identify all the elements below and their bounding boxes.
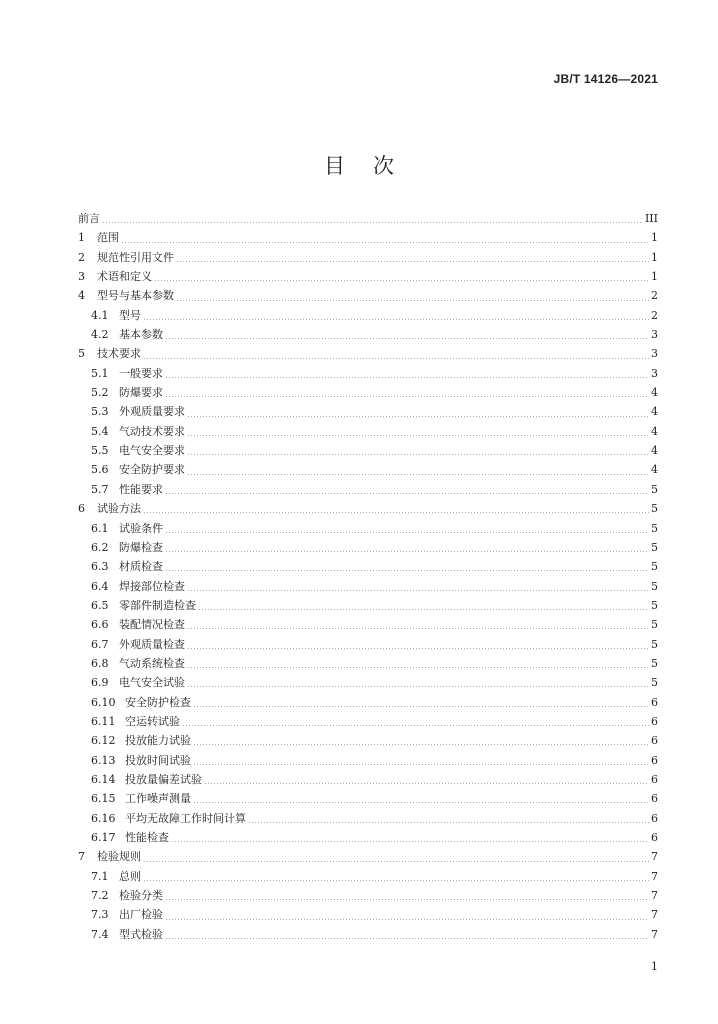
toc-entry[interactable] <box>78 228 658 247</box>
toc-entry-title: 工作噪声测量 <box>125 792 191 806</box>
toc-entry-page: 7 <box>651 927 658 941</box>
toc-entry-title: 试验方法 <box>97 502 141 516</box>
toc-entry-page: 6 <box>651 734 658 748</box>
toc-leader-dots <box>198 609 649 610</box>
toc-entry-page: 3 <box>651 328 658 342</box>
toc-entry-page: 5 <box>651 521 658 535</box>
toc-leader-dots <box>204 783 649 784</box>
toc-entry[interactable] <box>78 480 658 499</box>
toc-entry-number: 6.5 <box>91 598 109 612</box>
toc-leader-dots <box>143 358 649 359</box>
toc-leader-dots <box>165 396 649 397</box>
toc-entry-title: 基本参数 <box>119 328 163 342</box>
toc-leader-dots <box>143 319 649 320</box>
toc-entry-number: 3 <box>78 270 85 284</box>
toc-entry-number: 6.8 <box>91 656 109 670</box>
toc-entry[interactable] <box>78 248 658 267</box>
toc-leader-dots <box>154 280 649 281</box>
toc-entry[interactable] <box>78 267 658 286</box>
toc-entry-title: 外观质量检查 <box>119 637 185 651</box>
toc-leader-dots <box>165 377 649 378</box>
toc-entry[interactable] <box>78 635 658 654</box>
toc-entry-page: 6 <box>651 695 658 709</box>
toc-entry-number: 6.11 <box>91 714 116 728</box>
toc-entry-title: 零部件制造检查 <box>119 598 196 612</box>
toc-entry-page: 5 <box>651 560 658 574</box>
toc-entry-number: 6.16 <box>91 811 116 825</box>
toc-entry-number: 4.1 <box>91 308 109 322</box>
toc-entry-title: 投放时间试验 <box>125 753 191 767</box>
toc-entry[interactable] <box>78 499 658 518</box>
toc-entry-page: 3 <box>651 347 658 361</box>
toc-entry[interactable] <box>78 654 658 673</box>
toc-entry[interactable] <box>78 422 658 441</box>
toc-entry-page: 2 <box>651 308 658 322</box>
toc-entry-number: 7.4 <box>91 927 109 941</box>
toc-entry-title: 型式检验 <box>119 927 163 941</box>
toc-entry-title: 装配情况检查 <box>119 618 185 632</box>
toc-leader-dots <box>187 590 649 591</box>
toc-entry-number: 5.6 <box>91 463 109 477</box>
toc-entry[interactable] <box>78 731 658 750</box>
toc-entry[interactable] <box>78 886 658 905</box>
toc-entry-page: 7 <box>651 889 658 903</box>
toc-entry[interactable] <box>78 847 658 866</box>
toc-entry-title: 总则 <box>119 869 141 883</box>
toc-entry[interactable] <box>78 383 658 402</box>
toc-entry[interactable] <box>78 557 658 576</box>
toc-leader-dots <box>165 338 649 339</box>
toc-entry-number: 6 <box>78 502 85 516</box>
toc-leader-dots <box>102 222 643 223</box>
toc-entry[interactable] <box>78 867 658 886</box>
toc-entry[interactable] <box>78 925 658 944</box>
toc-leader-dots <box>171 841 649 842</box>
toc-entry-number: 6.12 <box>91 734 116 748</box>
toc-leader-dots <box>121 242 649 243</box>
toc-entry-title: 前言 <box>78 212 100 225</box>
toc-entry-number: 6.10 <box>91 695 116 709</box>
toc-entry-number: 7.1 <box>91 869 109 883</box>
toc-entry-page: 4 <box>651 444 658 458</box>
toc-entry-number: 5.4 <box>91 424 109 438</box>
toc-entry-page: 6 <box>651 714 658 728</box>
toc-leader-dots <box>187 648 649 649</box>
toc-entry[interactable] <box>78 693 658 712</box>
toc-entry-number: 5.3 <box>91 405 109 419</box>
toc-entry[interactable] <box>78 286 658 305</box>
toc-entry-title: 检验分类 <box>119 889 163 903</box>
toc-entry[interactable] <box>78 673 658 692</box>
toc-entry-number: 5 <box>78 347 85 361</box>
toc-entry[interactable] <box>78 344 658 363</box>
toc-entry-title: 电气安全试验 <box>119 676 185 690</box>
toc-entry-page: 6 <box>651 831 658 844</box>
toc-entry[interactable] <box>78 306 658 325</box>
toc-entry-number: 6.15 <box>91 792 116 806</box>
toc-leader-dots <box>193 802 649 803</box>
toc-leader-dots <box>165 919 649 920</box>
toc-entry-number: 6.4 <box>91 579 109 593</box>
toc-entry-page: 5 <box>651 540 658 554</box>
toc-leader-dots <box>193 706 649 707</box>
toc-entry-title: 气动技术要求 <box>119 424 185 438</box>
toc-entry-title: 投放量偏差试验 <box>125 772 202 786</box>
toc-entry[interactable] <box>78 712 658 731</box>
toc-entry-number: 5.1 <box>91 366 109 380</box>
toc-entry-title: 空运转试验 <box>125 714 180 728</box>
toc-entry-title: 防爆要求 <box>119 386 163 400</box>
toc-entry-number: 6.14 <box>91 772 116 786</box>
toc-entry-number: 6.6 <box>91 618 109 632</box>
toc-leader-dots <box>187 686 649 687</box>
toc-entry[interactable] <box>78 615 658 634</box>
toc-entry-page: 2 <box>651 289 658 303</box>
toc-entry-title: 外观质量要求 <box>119 405 185 419</box>
toc-leader-dots <box>187 416 649 417</box>
table-of-contents <box>78 209 658 944</box>
toc-entry-title: 电气安全要求 <box>119 444 185 458</box>
toc-entry-title: 安全防护要求 <box>119 463 185 477</box>
toc-entry-number: 7 <box>78 850 85 864</box>
toc-entry[interactable] <box>78 751 658 770</box>
toc-leader-dots <box>187 435 649 436</box>
toc-entry-page: 5 <box>651 502 658 516</box>
toc-entry-number: 6.3 <box>91 560 109 574</box>
toc-entry-title: 型号 <box>119 308 141 322</box>
toc-entry[interactable] <box>78 402 658 421</box>
toc-entry[interactable] <box>78 325 658 344</box>
toc-leader-dots <box>193 764 649 765</box>
toc-entry-number: 6.13 <box>91 753 116 767</box>
toc-entry-number: 1 <box>78 231 85 245</box>
toc-entry-number: 6.17 <box>91 831 116 844</box>
toc-entry-number: 5.5 <box>91 444 109 458</box>
toc-entry[interactable] <box>78 596 658 615</box>
toc-entry-page: 1 <box>651 270 658 284</box>
toc-entry-title: 防爆检查 <box>119 540 163 554</box>
toc-entry-page: 7 <box>651 850 658 864</box>
toc-leader-dots <box>187 454 649 455</box>
toc-entry-title: 一般要求 <box>119 366 163 380</box>
toc-entry-page: 7 <box>651 869 658 883</box>
toc-entry-page: 3 <box>651 366 658 380</box>
toc-leader-dots <box>143 861 649 862</box>
toc-entry[interactable] <box>78 364 658 383</box>
toc-entry-page: 4 <box>651 405 658 419</box>
toc-entry[interactable] <box>78 789 658 808</box>
toc-leader-dots <box>176 300 649 301</box>
toc-entry-number: 6.7 <box>91 637 109 651</box>
toc-entry-number: 5.2 <box>91 386 109 400</box>
toc-entry-number: 5.7 <box>91 482 109 496</box>
document-code: JB/T 14126—2021 <box>553 72 658 86</box>
toc-entry-page: 5 <box>651 656 658 670</box>
toc-leader-dots <box>165 532 649 533</box>
toc-entry[interactable] <box>78 809 658 828</box>
toc-entry[interactable] <box>78 538 658 557</box>
toc-leader-dots <box>165 570 649 571</box>
toc-leader-dots <box>193 744 649 745</box>
toc-entry-page: 7 <box>651 908 658 922</box>
toc-entry-number: 2 <box>78 250 85 264</box>
toc-entry-page: 6 <box>651 753 658 767</box>
toc-entry[interactable] <box>78 441 658 460</box>
toc-leader-dots <box>143 512 649 513</box>
toc-entry-title: 焊接部位检查 <box>119 579 185 593</box>
toc-entry[interactable] <box>78 460 658 479</box>
toc-entry-page: 5 <box>651 598 658 612</box>
page-number: 1 <box>651 960 658 973</box>
toc-entry-title: 范围 <box>97 231 119 245</box>
toc-leader-dots <box>165 551 649 552</box>
toc-entry-title: 气动系统检查 <box>119 656 185 670</box>
toc-entry-number: 6.2 <box>91 540 109 554</box>
toc-entry-number: 4 <box>78 289 85 303</box>
toc-leader-dots <box>143 880 649 881</box>
toc-entry-number: 7.3 <box>91 908 109 922</box>
toc-entry-title: 性能要求 <box>119 482 163 496</box>
toc-entry[interactable] <box>78 905 658 924</box>
toc-entry-page: 4 <box>651 386 658 400</box>
toc-entry-title: 材质检查 <box>119 560 163 574</box>
toc-entry-title: 型号与基本参数 <box>97 289 174 303</box>
toc-entry-page: 1 <box>651 250 658 264</box>
toc-entry-title: 投放能力试验 <box>125 734 191 748</box>
toc-entry[interactable] <box>78 770 658 789</box>
toc-entry-number: 7.2 <box>91 889 109 903</box>
toc-entry-title: 术语和定义 <box>97 270 152 284</box>
toc-entry-title: 试验条件 <box>119 521 163 535</box>
toc-entry-page: 6 <box>651 792 658 806</box>
toc-entry-page: 5 <box>651 579 658 593</box>
page-title: 目次 <box>324 154 422 178</box>
toc-entry-page: 4 <box>651 463 658 477</box>
toc-leader-dots <box>248 822 649 823</box>
toc-leader-dots <box>182 725 649 726</box>
toc-entry-title: 性能检查 <box>125 831 169 844</box>
toc-entry[interactable] <box>78 577 658 596</box>
toc-entry-title: 规范性引用文件 <box>97 250 174 264</box>
toc-leader-dots <box>165 938 649 939</box>
toc-entry-page: 5 <box>651 618 658 632</box>
toc-entry[interactable] <box>78 828 658 847</box>
toc-entry-number: 4.2 <box>91 328 109 342</box>
toc-entry-number: 6.9 <box>91 676 109 690</box>
toc-entry-title: 检验规则 <box>97 850 141 864</box>
toc-entry-title: 出厂检验 <box>119 908 163 922</box>
toc-entry-page: 6 <box>651 811 658 825</box>
toc-entry-title: 平均无故障工作时间计算 <box>125 811 246 825</box>
toc-leader-dots <box>165 493 649 494</box>
toc-leader-dots <box>165 899 649 900</box>
toc-leader-dots <box>187 474 649 475</box>
toc-entry-page: 1 <box>651 231 658 245</box>
toc-entry-page: 4 <box>651 424 658 438</box>
toc-entry[interactable] <box>78 209 658 228</box>
toc-entry-page: 5 <box>651 676 658 690</box>
toc-entry-page: III <box>644 212 658 225</box>
toc-entry-page: 5 <box>651 637 658 651</box>
toc-entry-title: 技术要求 <box>97 347 141 361</box>
toc-leader-dots <box>187 628 649 629</box>
toc-leader-dots <box>187 667 649 668</box>
toc-entry-title: 安全防护检查 <box>125 695 191 709</box>
toc-entry-page: 5 <box>651 482 658 496</box>
toc-entry-number: 6.1 <box>91 521 109 535</box>
toc-leader-dots <box>176 261 649 262</box>
toc-entry-page: 6 <box>651 772 658 786</box>
toc-entry[interactable] <box>78 519 658 538</box>
